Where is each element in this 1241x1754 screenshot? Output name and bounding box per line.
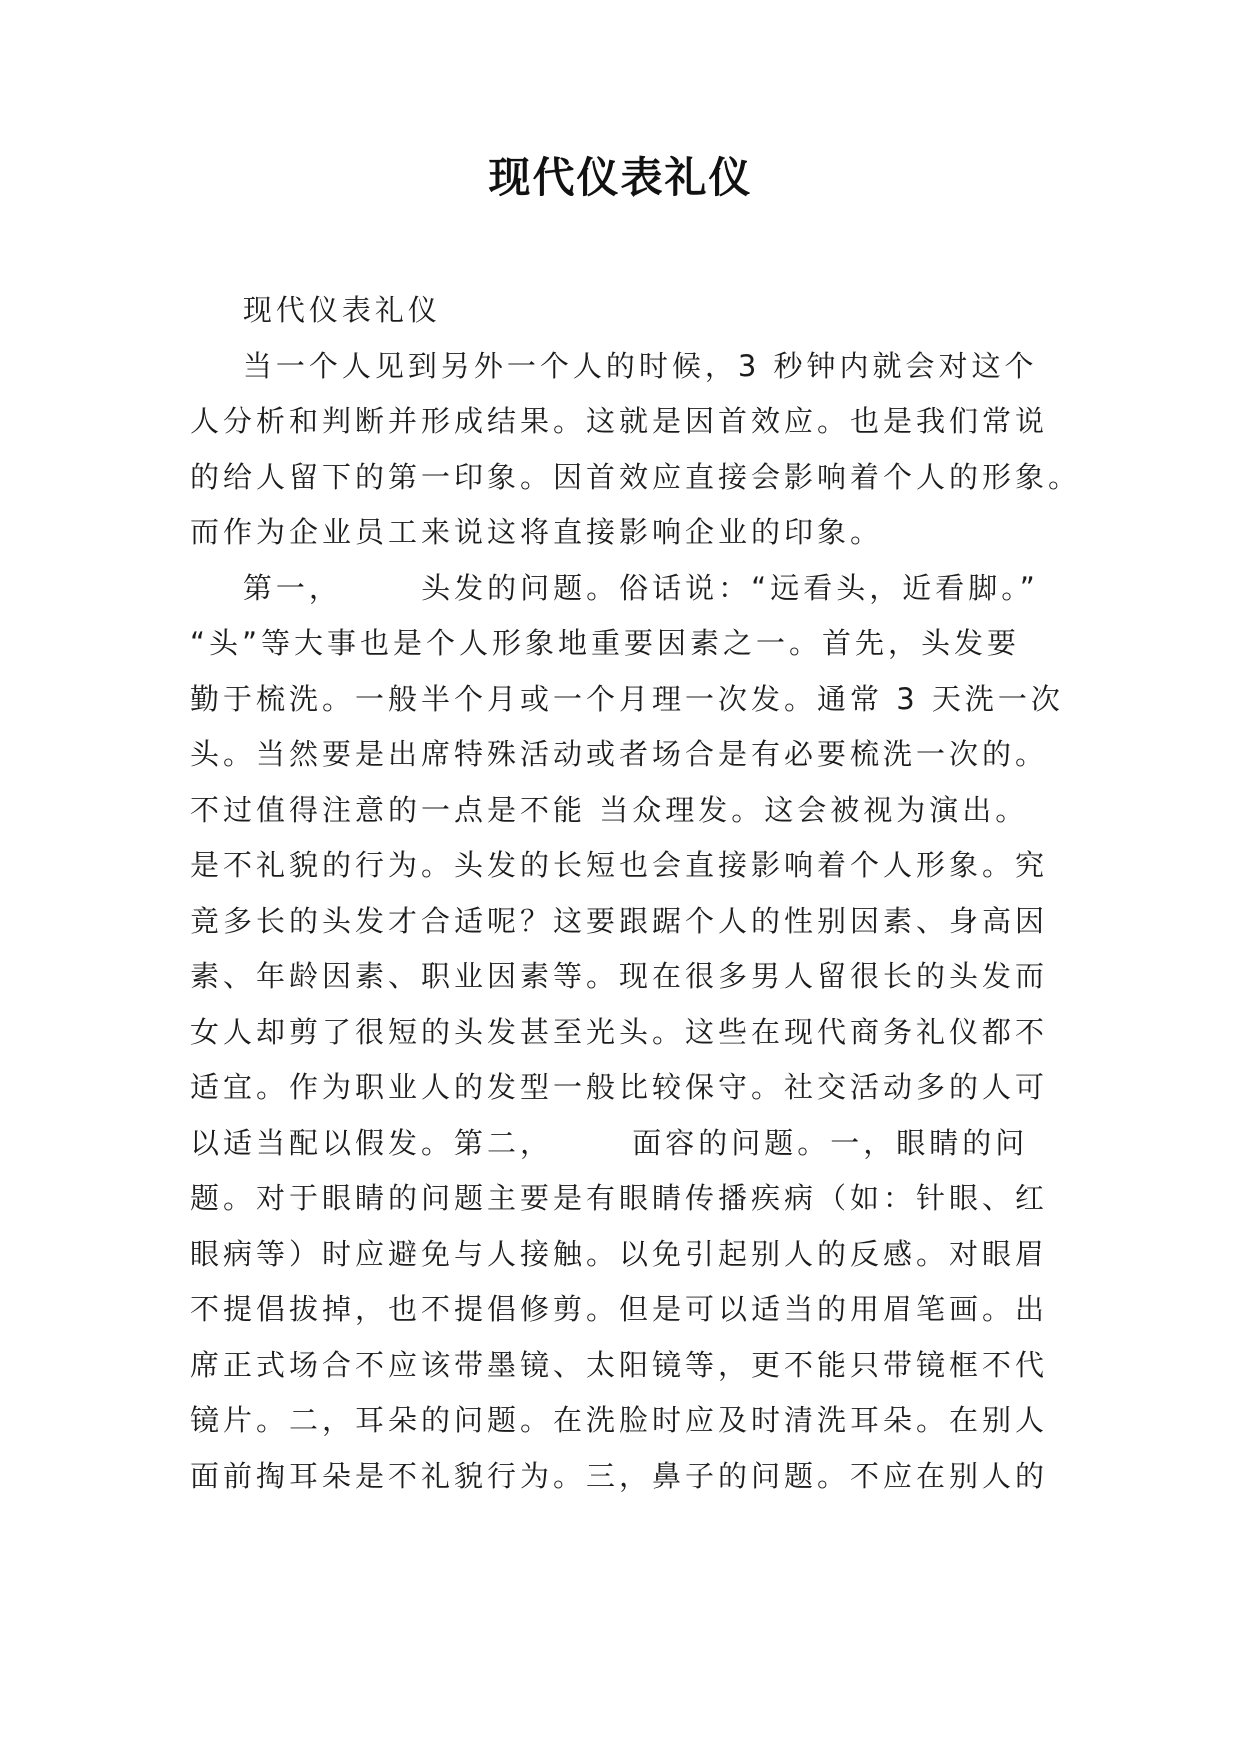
text-line: 的给人留下的第一印象。因首效应直接会影响着个人的形象。 [190, 459, 1082, 494]
text-line: 女人却剪了很短的头发甚至光头。这些在现代商务礼仪都不 [190, 1014, 1049, 1049]
text-line: 而作为企业员工来说这将直接影响企业的印象。 [190, 515, 884, 549]
text-line: 镜片。二，耳朵的问题。在洗脸时应及时清洗耳朵。在别人 [190, 1403, 1049, 1437]
text-line: 是不礼貌的行为。头发的长短也会直接影响着个人形象。究 [190, 848, 1049, 882]
text-line: 现代仪表礼仪 [190, 293, 441, 327]
text-line: 面前掏耳朵是不礼貌行为。三，鼻子的问题。不应在别人的 [190, 1458, 1049, 1493]
text-line: 不过值得注意的一点是不能 当众理发。这会被视为演出。 [190, 792, 1029, 827]
document-body [190, 283, 1082, 1504]
text-line: 眼病等）时应避免与人接触。以免引起别人的反感。对眼眉 [190, 1236, 1049, 1271]
text-line: “头”等大事也是个人形象地重要因素之一。首先，头发要 [190, 626, 1021, 660]
text-line: 人分析和判断并形成结果。这就是因首效应。也是我们常说 [190, 404, 1049, 438]
text-line: 适宜。作为职业人的发型一般比较保守。社交活动多的人可 [190, 1070, 1049, 1104]
text-line: 头。当然要是出席特殊活动或者场合是有必要梳洗一次的。 [190, 737, 1049, 771]
text-line: 不提倡拔掉，也不提倡修剪。但是可以适当的用眉笔画。出 [190, 1292, 1049, 1326]
text-line: 勤于梳洗。一般半个月或一个月理一次发。通常 3 天洗一次 [190, 681, 1064, 716]
text-line: 题。对于眼睛的问题主要是有眼睛传播疾病（如：针眼、红 [190, 1181, 1049, 1215]
document-title: 现代仪表礼仪 [488, 153, 753, 202]
text-line: 第一， 头发的问题。俗话说：“远看头，近看脚。” [190, 570, 1039, 605]
text-line: 竟多长的头发才合适呢？这要跟踞个人的性别因素、身高因 [190, 903, 1049, 938]
text-line: 当一个人见到另外一个人的时候，3 秒钟内就会对这个 [190, 348, 1038, 383]
text-line: 席正式场合不应该带墨镜、太阳镜等，更不能只带镜框不代 [190, 1347, 1049, 1382]
text-line: 素、年龄因素、职业因素等。现在很多男人留很长的头发而 [190, 959, 1049, 993]
text-line: 以适当配以假发。第二， 面容的问题。一，眼睛的问 [190, 1125, 1029, 1160]
